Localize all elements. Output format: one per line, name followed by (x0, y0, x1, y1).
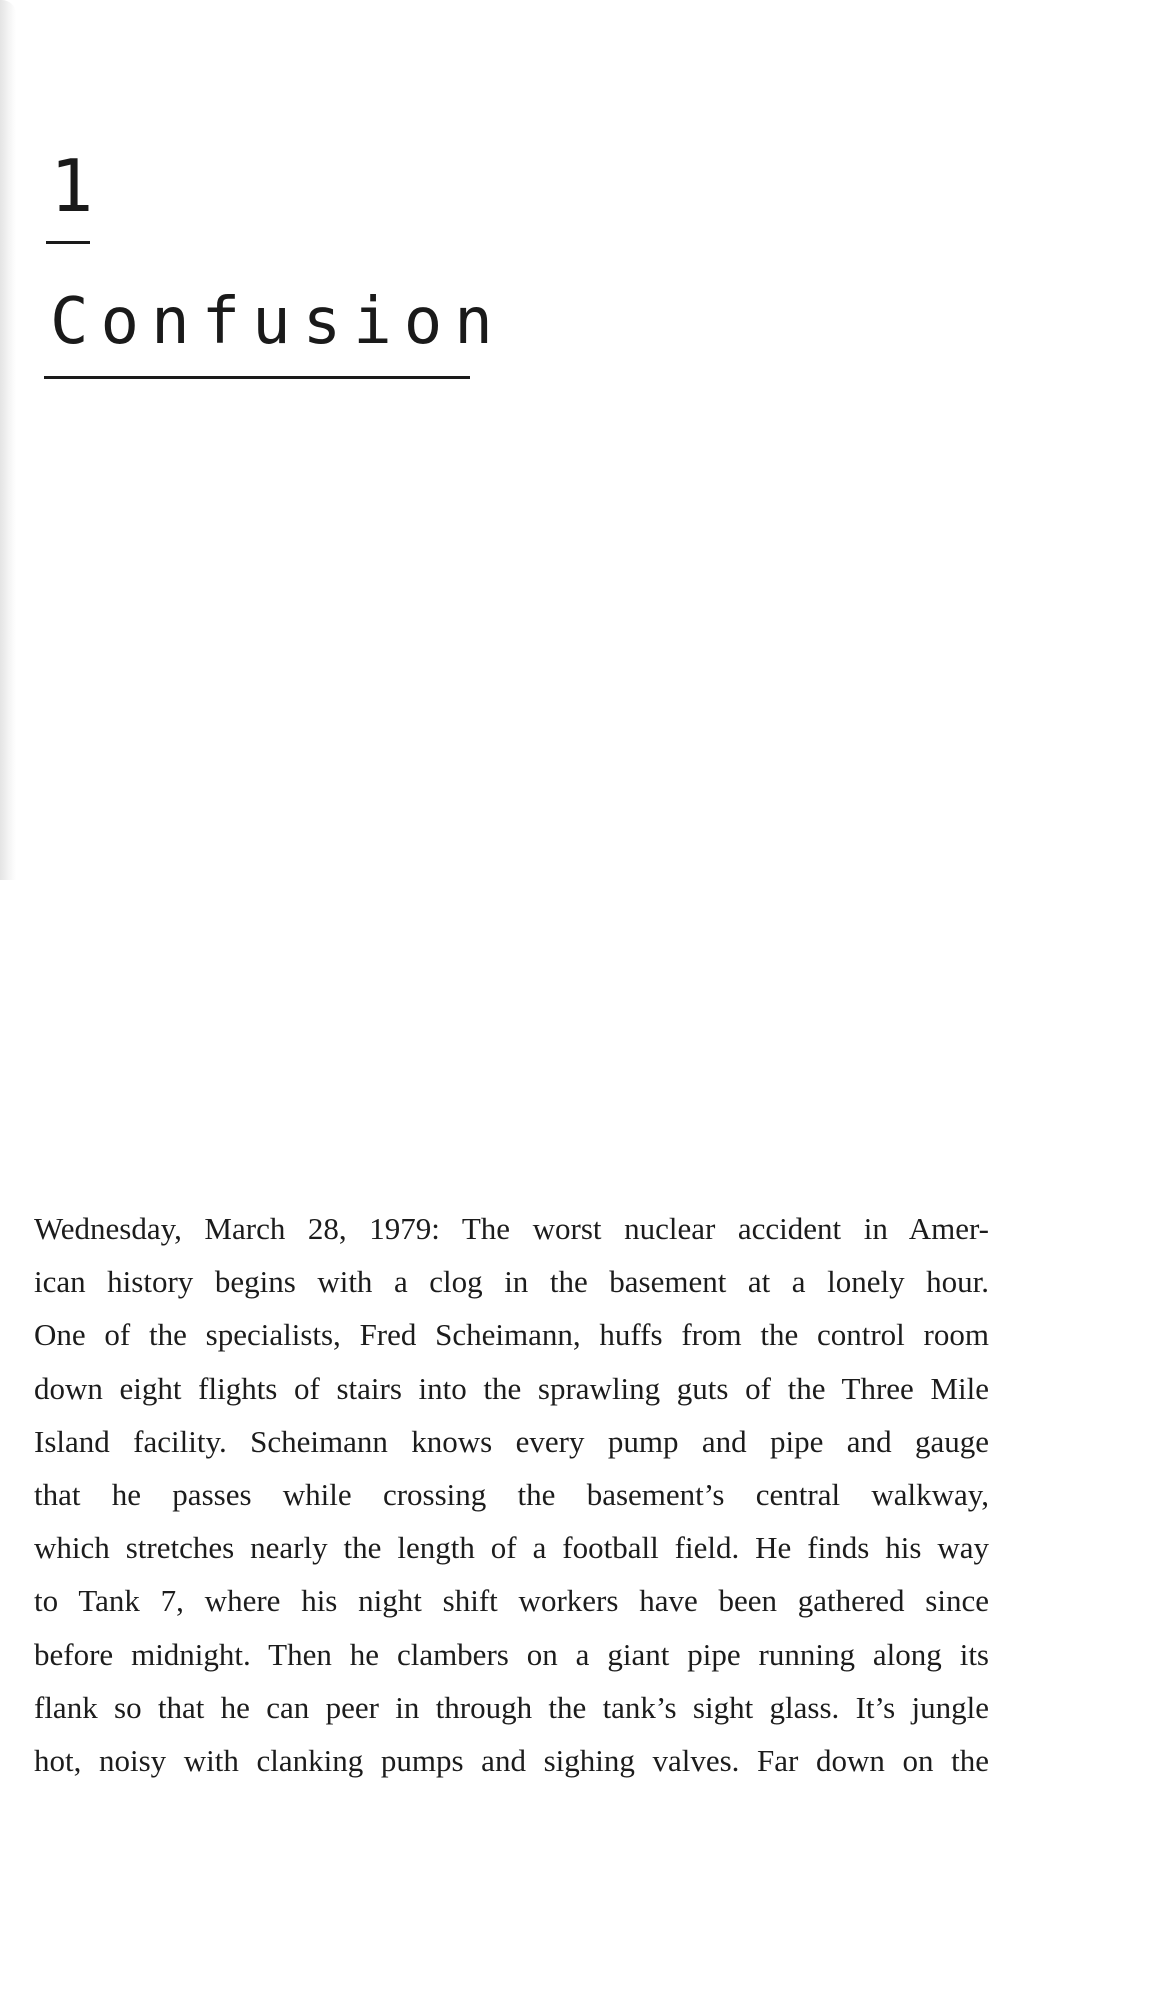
body-line: Island facility. Scheimann knows every pump and pipe and gauge (34, 1423, 989, 1459)
body-line: to Tank 7, where his night shift workers have been gathered since (34, 1583, 989, 1619)
body-line: hot, noisy with clanking pumps and sighing valves. Far down on the (34, 1742, 989, 1778)
chapter-title-rule (44, 376, 470, 379)
body-line: ican history begins with a clog in the basement at a lonely hour. (34, 1264, 989, 1300)
body-line: that he passes while crossing the basement’s central walkway, (34, 1476, 989, 1512)
chapter-number-rule (46, 241, 90, 244)
body-line: Wednesday, March 28, 1979: The worst nuclear accident in Amer- (34, 1211, 989, 1246)
body-line: flank so that he can peer in through the tank’s sight glass. It’s jungle (34, 1689, 989, 1725)
body-line: which stretches nearly the length of a football field. He finds his way (34, 1530, 989, 1566)
body-line: before midnight. Then he clambers on a giant pipe running along its (34, 1636, 989, 1672)
page-gutter-shadow (0, 0, 16, 880)
body-line: down eight flights of stairs into the sprawling guts of the Three Mile (34, 1370, 989, 1406)
chapter-title: Confusion (50, 285, 505, 359)
body-paragraph (34, 1202, 989, 1787)
body-line: One of the specialists, Fred Scheimann, huffs from the control room (34, 1317, 989, 1353)
chapter-number: 1 (50, 144, 94, 228)
